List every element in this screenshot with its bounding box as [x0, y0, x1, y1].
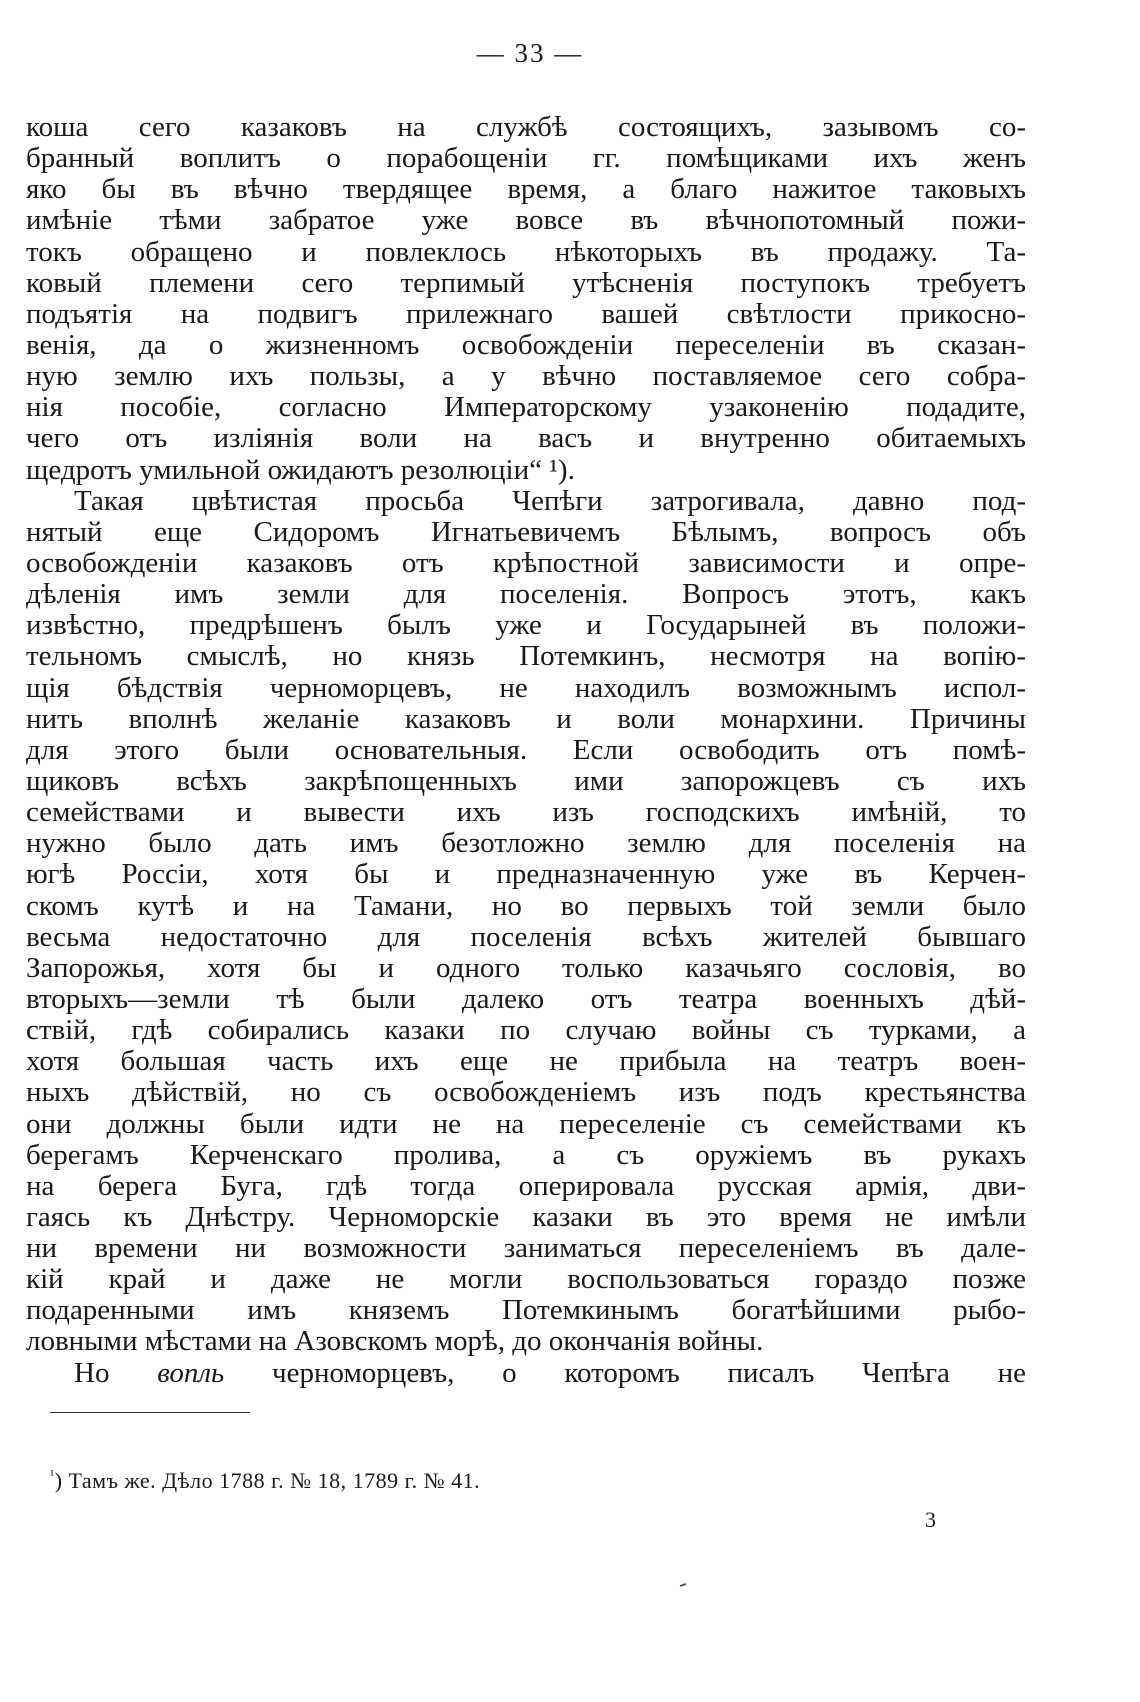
text-line: хотя большая часть ихъ еще не прибыла на театръ воен-	[26, 1045, 1026, 1078]
text-line: гаясь къ Днѣстру. Черноморскiе казаки въ это время не имѣли	[26, 1200, 1026, 1233]
text-line: нить вполнѣ желанiе казаковъ и воли монархини. Причины	[26, 702, 1026, 735]
signature-mark: 3	[925, 1507, 936, 1532]
footnote-text: ) Тамъ же. Дѣло 1788 г. № 18, 1789 г. № 41.	[54, 1468, 481, 1493]
emphasized-word: вопль	[157, 1356, 225, 1389]
footnote	[50, 1468, 480, 1494]
text-line: нятый еще Сидоромъ Игнатьевичемъ Бѣлымъ, вопросъ объ	[26, 515, 1026, 548]
text-line: венiя, да о жизненномъ освобожденiи переселенiи въ сказан-	[26, 328, 1026, 361]
text-line: ловными мѣстами на Азовскомъ морѣ, до окончанiя войны.	[26, 1325, 764, 1358]
text-line: ныхъ дѣйствiй, но съ освобожденiемъ изъ подъ крестьянства	[26, 1076, 1026, 1109]
text-line: имѣнiе тѣми забратое уже вовсе въ вѣчнопотомный пожи-	[26, 204, 1026, 237]
text-line: для этого были основательныя. Если освободить отъ помѣ-	[26, 733, 1026, 766]
text-line: Запорожья, хотя бы и одного только казачьяго сословiя, во	[26, 951, 1026, 984]
line-text-before: Но	[74, 1356, 158, 1389]
text-line: югѣ Россiи, хотя бы и предназначенную уже въ Керчен-	[26, 858, 1026, 891]
footnote-marker: ¹	[50, 1468, 55, 1484]
text-line: освобожденiи казаковъ отъ крѣпостной зависимости и опре-	[26, 546, 1026, 579]
text-line: весьма недостаточно для поселенiя всѣхъ жителей бывшаго	[26, 920, 1026, 953]
text-line: чего отъ излiянiя воли на васъ и внутренно обитаемыхъ	[26, 422, 1026, 455]
text-line: ни времени ни возможности заниматься переселенiемъ въ дале-	[26, 1232, 1026, 1265]
page-number: — 33 —	[476, 38, 584, 68]
text-line: коша сего казаковъ на службѣ состоящихъ, зазывомъ со-	[26, 111, 1026, 143]
text-line: скомъ кутѣ и на Тамани, но во первыхъ той земли было	[26, 889, 1026, 922]
paragraph-start-line	[26, 1358, 1026, 1389]
body-text	[26, 112, 1026, 1389]
text-line: на берега Буга, гдѣ тогда оперировала русская армiя, дви-	[26, 1169, 1026, 1202]
text-line: нiя пособiе, согласно Императорскому узаконенiю подадите,	[26, 391, 1026, 424]
text-line: яко бы въ вѣчно твердящее время, а благо нажитое таковыхъ	[26, 173, 1026, 206]
text-line: ковый племени сего терпимый утѣсненiя поступокъ требуетъ	[26, 266, 1026, 299]
text-line: дѣленiя имъ земли для поселенiя. Вопросъ этотъ, какъ	[26, 578, 1026, 611]
paragraph-start-line: Такая цвѣтистая просьба Чепѣги затрогивала, давно под-	[74, 484, 1026, 517]
text-line: подаренными имъ княземъ Потемкинымъ богатѣйшими рыбо-	[26, 1294, 1026, 1327]
footnote-divider	[50, 1412, 250, 1413]
text-line: щиковъ всѣхъ закрѣпощенныхъ ими запорожцевъ съ ихъ	[26, 764, 1026, 797]
text-line: нужно было дать имъ безотложно землю для поселенiя на	[26, 827, 1026, 860]
text-line: щiя бѣдствiя черноморцевъ, не находилъ возможнымъ испол-	[26, 671, 1026, 704]
text-line: тельномъ смыслѣ, но князь Потемкинъ, несмотря на вопiю-	[26, 640, 1026, 673]
text-line: щедротъ умильной ожидаютъ резолюцiи“ ¹).	[26, 453, 575, 486]
text-line: берегамъ Керченскаго пролива, а съ оружiемъ въ рукахъ	[26, 1138, 1026, 1171]
text-line: семействами и вывести ихъ изъ господскихъ имѣнiй, то	[26, 796, 1026, 829]
text-line: ствiй, гдѣ собирались казаки по случаю войны съ турками, а	[26, 1014, 1026, 1047]
text-line: вторыхъ—земли тѣ были далеко отъ театра военныхъ дѣй-	[26, 982, 1026, 1015]
text-line: извѣстно, предрѣшенъ былъ уже и Государыней въ положи-	[26, 609, 1026, 642]
text-line: ную землю ихъ пользы, а у вѣчно поставляемое сего собра-	[26, 360, 1026, 393]
text-line: они должны были идти не на переселенiе съ семействами къ	[26, 1107, 1026, 1140]
text-line: бранный воплитъ о порабощенiи гг. помѣщиками ихъ женъ	[26, 142, 1026, 175]
text-line: подъятiя на подвигъ прилежнаго вашей свѣтлости прикосно-	[26, 297, 1026, 330]
text-line: кiй край и даже не могли воспользоваться гораздо позже	[26, 1263, 1026, 1296]
line-text-after: черноморцевъ, о которомъ писалъ Чепѣга не	[224, 1356, 1026, 1389]
text-line: токъ обращено и повлеклось нѣкоторыхъ въ продажу. Та-	[26, 235, 1026, 268]
print-speck	[680, 1583, 686, 1587]
